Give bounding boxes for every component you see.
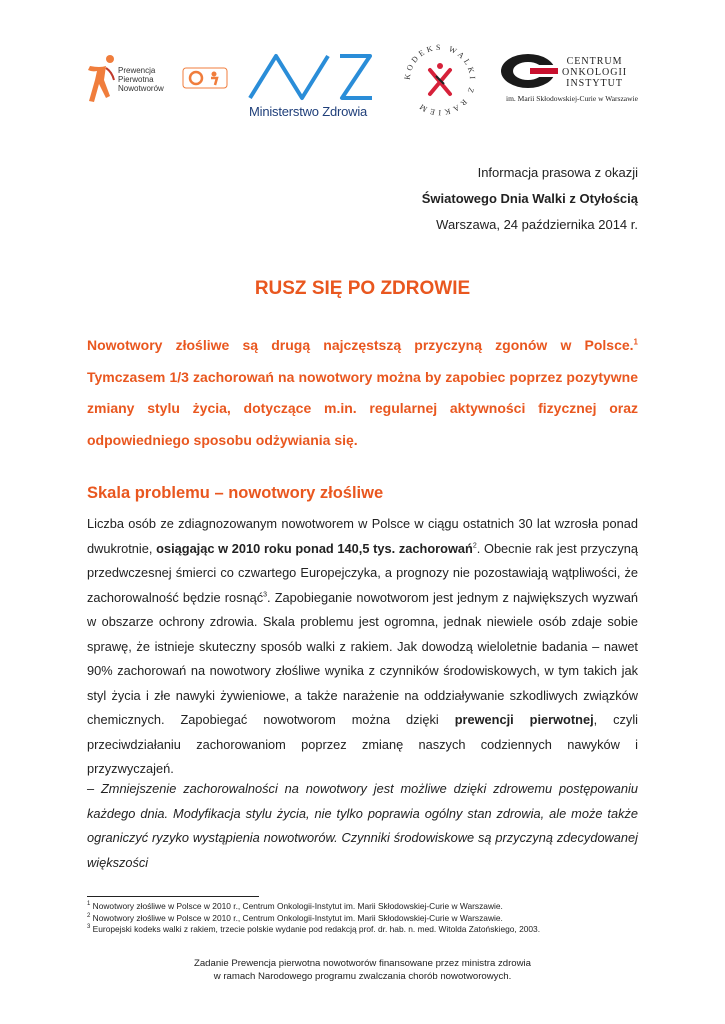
ppn-wordmark — [118, 66, 164, 93]
footnote-1-text: Nowotwory złośliwe w Polsce w 2010 r., Centrum Onkologii-Instytut im. Marii Skłodowskiej-Curie w Warszawie. — [90, 901, 503, 911]
footer-line-1: Zadanie Prewencja pierwotna nowotworów finansowane przez ministra zdrowia — [193, 958, 531, 969]
runner-figure-icon — [86, 52, 118, 108]
page-footer — [0, 957, 725, 983]
co-subtitle: im. Marii Skłodowskiej-Curie w Warszawie — [506, 94, 638, 103]
centrum-onkologii-logo — [500, 52, 650, 108]
co-emblem-icon — [500, 52, 560, 90]
footnote-3 — [87, 924, 540, 936]
co-wordmark — [562, 56, 627, 89]
footer-line-2: w ramach Narodowego programu zwalczania chorób nowotworowych. — [213, 971, 512, 982]
lead-paragraph — [87, 330, 638, 456]
footnote-ref-3: 3 — [263, 591, 268, 599]
body-paragraph-1 — [87, 512, 638, 782]
footnote-1 — [87, 901, 540, 913]
footnote-1-num: 1 — [87, 901, 91, 908]
ppn-line-3: Nowotworów — [118, 84, 164, 93]
footnote-separator — [87, 896, 259, 897]
ppn-figures-icon — [182, 66, 230, 90]
section-heading: Skala problemu – nowotwory złośliwe — [87, 484, 384, 502]
p1-text-f: , czyli przeciwdziałaniu zachorowaniom poprzez zmianę naszych codziennych nawyków i przyzwyczajeń. — [87, 712, 638, 776]
prewencja-pierwotna-logo — [86, 52, 236, 108]
footnotes — [87, 901, 540, 936]
kodeks-walki-z-rakiem-logo — [400, 40, 480, 120]
footnote-2 — [87, 913, 540, 925]
co-line-2: ONKOLOGII — [562, 67, 628, 78]
footnote-ref-2: 2 — [472, 542, 477, 550]
press-release-header — [422, 160, 638, 238]
press-date: Warszawa, 24 października 2014 r. — [436, 217, 638, 232]
page-title: RUSZ SIĘ PO ZDROWIE — [254, 278, 471, 299]
p1-text-c: . Obecnie rak jest przyczyną przedwczesnej śmierci co czwartego Europejczyka, a prognozy nie pozostawiają wątpliwości, że zachorowalność będzie rosnąć — [87, 540, 639, 605]
lead-text-1: Nowotwory złośliwe są drugą najczęstszą przyczyną zgonów w Polsce. — [87, 337, 634, 353]
logo-bar — [0, 38, 725, 128]
ministerstwo-zdrowia-logo — [246, 48, 378, 118]
co-line-3: INSTYTUT — [566, 78, 623, 89]
press-occasion: Informacja prasowa z okazji — [477, 165, 638, 180]
mz-emblem-icon — [246, 48, 376, 102]
footnote-2-num: 2 — [87, 912, 91, 919]
footnote-3-text: Europejski kodeks walki z rakiem, trzecie polskie wydanie pod redakcją prof. dr. hab. n. med. Witolda Zatońskiego, 2003. — [90, 924, 541, 934]
press-event: Światowego Dnia Walki z Otyłością — [421, 191, 638, 206]
ppn-line-1: Prewencja — [118, 66, 156, 75]
mz-wordmark: Ministerstwo Zdrowia — [249, 104, 368, 119]
footnote-2-text: Nowotwory złośliwe w Polsce w 2010 r., Centrum Onkologii-Instytut im. Marii Skłodowskiej-Curie w Warszawie. — [90, 912, 503, 923]
footnote-3-num: 3 — [87, 924, 91, 931]
p1-bold-term: prewencji pierwotnej — [454, 712, 594, 727]
body-paragraph-2-quote: – Zmniejszenie zachorowalności na nowotwory jest możliwe dzięki zdrowemu postępowaniu każdego dnia. Modyfikacja stylu życia, nie tylko poprawia ogólny stan zdrowia, ale może także ograniczyć ryzyko wystąpienia nowotworów. Czynniki środowiskowe są przyczyną zdecydowanej większości — [87, 781, 638, 870]
p1-bold-stat: osiągając w 2010 roku ponad 140,5 tys. zachorowań — [156, 540, 473, 556]
kodeks-emblem-icon — [400, 40, 480, 120]
footnote-ref-1: 1 — [633, 337, 638, 347]
p1-text-a: Liczba osób ze zdiagnozowanym nowotworem w Polsce w ciągu ostatnich 30 lat wzrosła ponad dwukrotnie, — [87, 516, 638, 556]
co-line-1: CENTRUM — [566, 56, 623, 67]
lead-text-2: Tymczasem 1/3 zachorowań na nowotwory można by zapobiec poprzez pozytywne zmiany stylu życia, dotyczące m.in. regularnej aktywności fizycznej oraz odpowiedniego sposobu odżywiania się. — [87, 368, 638, 448]
ppn-line-2: Pierwotna — [118, 75, 154, 84]
p1-text-d: . Zapobieganie nowotworom jest jednym z największych wyzwań w obszarze ochrony zdrowia. Skala problemu jest ogromna, jednak niewiele osób zdaje sobie sprawę, że istnieje skuteczny sposób walki z rakiem. Jak dowodzą wieloletnie badania – nawet 90% zachorowań na nowotwory złośliwe wynika z czynników środowiskowych, w tym takich jak styl życia i złe nawyki żywieniowe, a także narażenie na oddziaływanie szkodliwych związków chemicznych. Zapobiegać nowotworom można dzięki — [87, 589, 638, 727]
kodeks-ring-text: KODEKS WALKI Z RAKIEM — [402, 42, 478, 118]
